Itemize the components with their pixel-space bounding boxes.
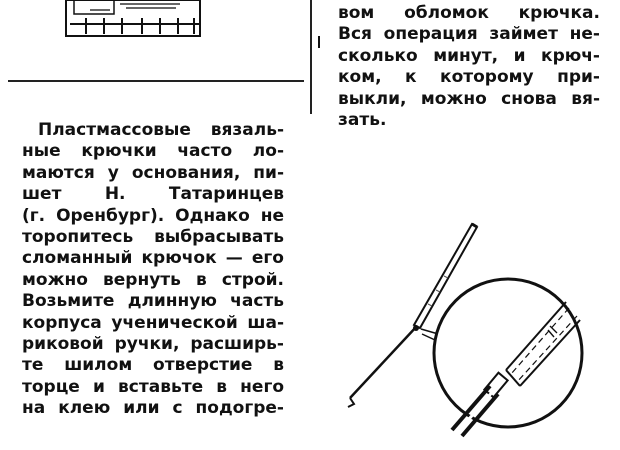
text-line: Возьмите длинную часть bbox=[22, 291, 284, 312]
text-line: Пластмассовые вязаль- bbox=[38, 120, 284, 140]
text-line: сколько минут, и крюч- bbox=[338, 45, 600, 66]
left-column-text bbox=[22, 120, 284, 420]
text-line: риковой ручки, расширь- bbox=[22, 334, 284, 355]
text-line: ные крючки часто ло- bbox=[22, 141, 284, 162]
text-line: зать. bbox=[338, 110, 387, 131]
horizontal-rule bbox=[8, 80, 304, 82]
text-line: корпуса ученической ша- bbox=[22, 312, 284, 333]
text-line: маются у основания, пи- bbox=[22, 162, 284, 183]
top-figure-fragment bbox=[60, 0, 210, 40]
margin-mark bbox=[318, 36, 320, 48]
text-line: можно вернуть в строй. bbox=[22, 269, 284, 290]
text-line: шет Н. Татаринцев bbox=[22, 184, 284, 205]
text-line: те шилом отверстие в bbox=[22, 355, 284, 376]
text-line: торце и вставьте в него bbox=[22, 376, 284, 397]
text-line: торопитесь выбрасывать bbox=[22, 227, 284, 248]
text-line: вом обломок крючка. bbox=[338, 3, 600, 23]
text-line: сломанный крючок — его bbox=[22, 248, 284, 269]
text-line: ком, к которому при- bbox=[338, 67, 600, 88]
column-divider bbox=[310, 0, 312, 114]
text-line: выкли, можно снова вя- bbox=[338, 88, 600, 109]
magnified-detail-circle bbox=[434, 279, 582, 436]
text-line: Вся операция займет не- bbox=[338, 24, 600, 45]
text-line: на клею или с подогре- bbox=[22, 398, 284, 419]
right-column-text bbox=[338, 3, 600, 131]
crochet-hook-illustration bbox=[340, 210, 600, 442]
text-line: (г. Оренбург). Однако не bbox=[22, 205, 284, 226]
crochet-hook-drawing bbox=[348, 325, 419, 407]
